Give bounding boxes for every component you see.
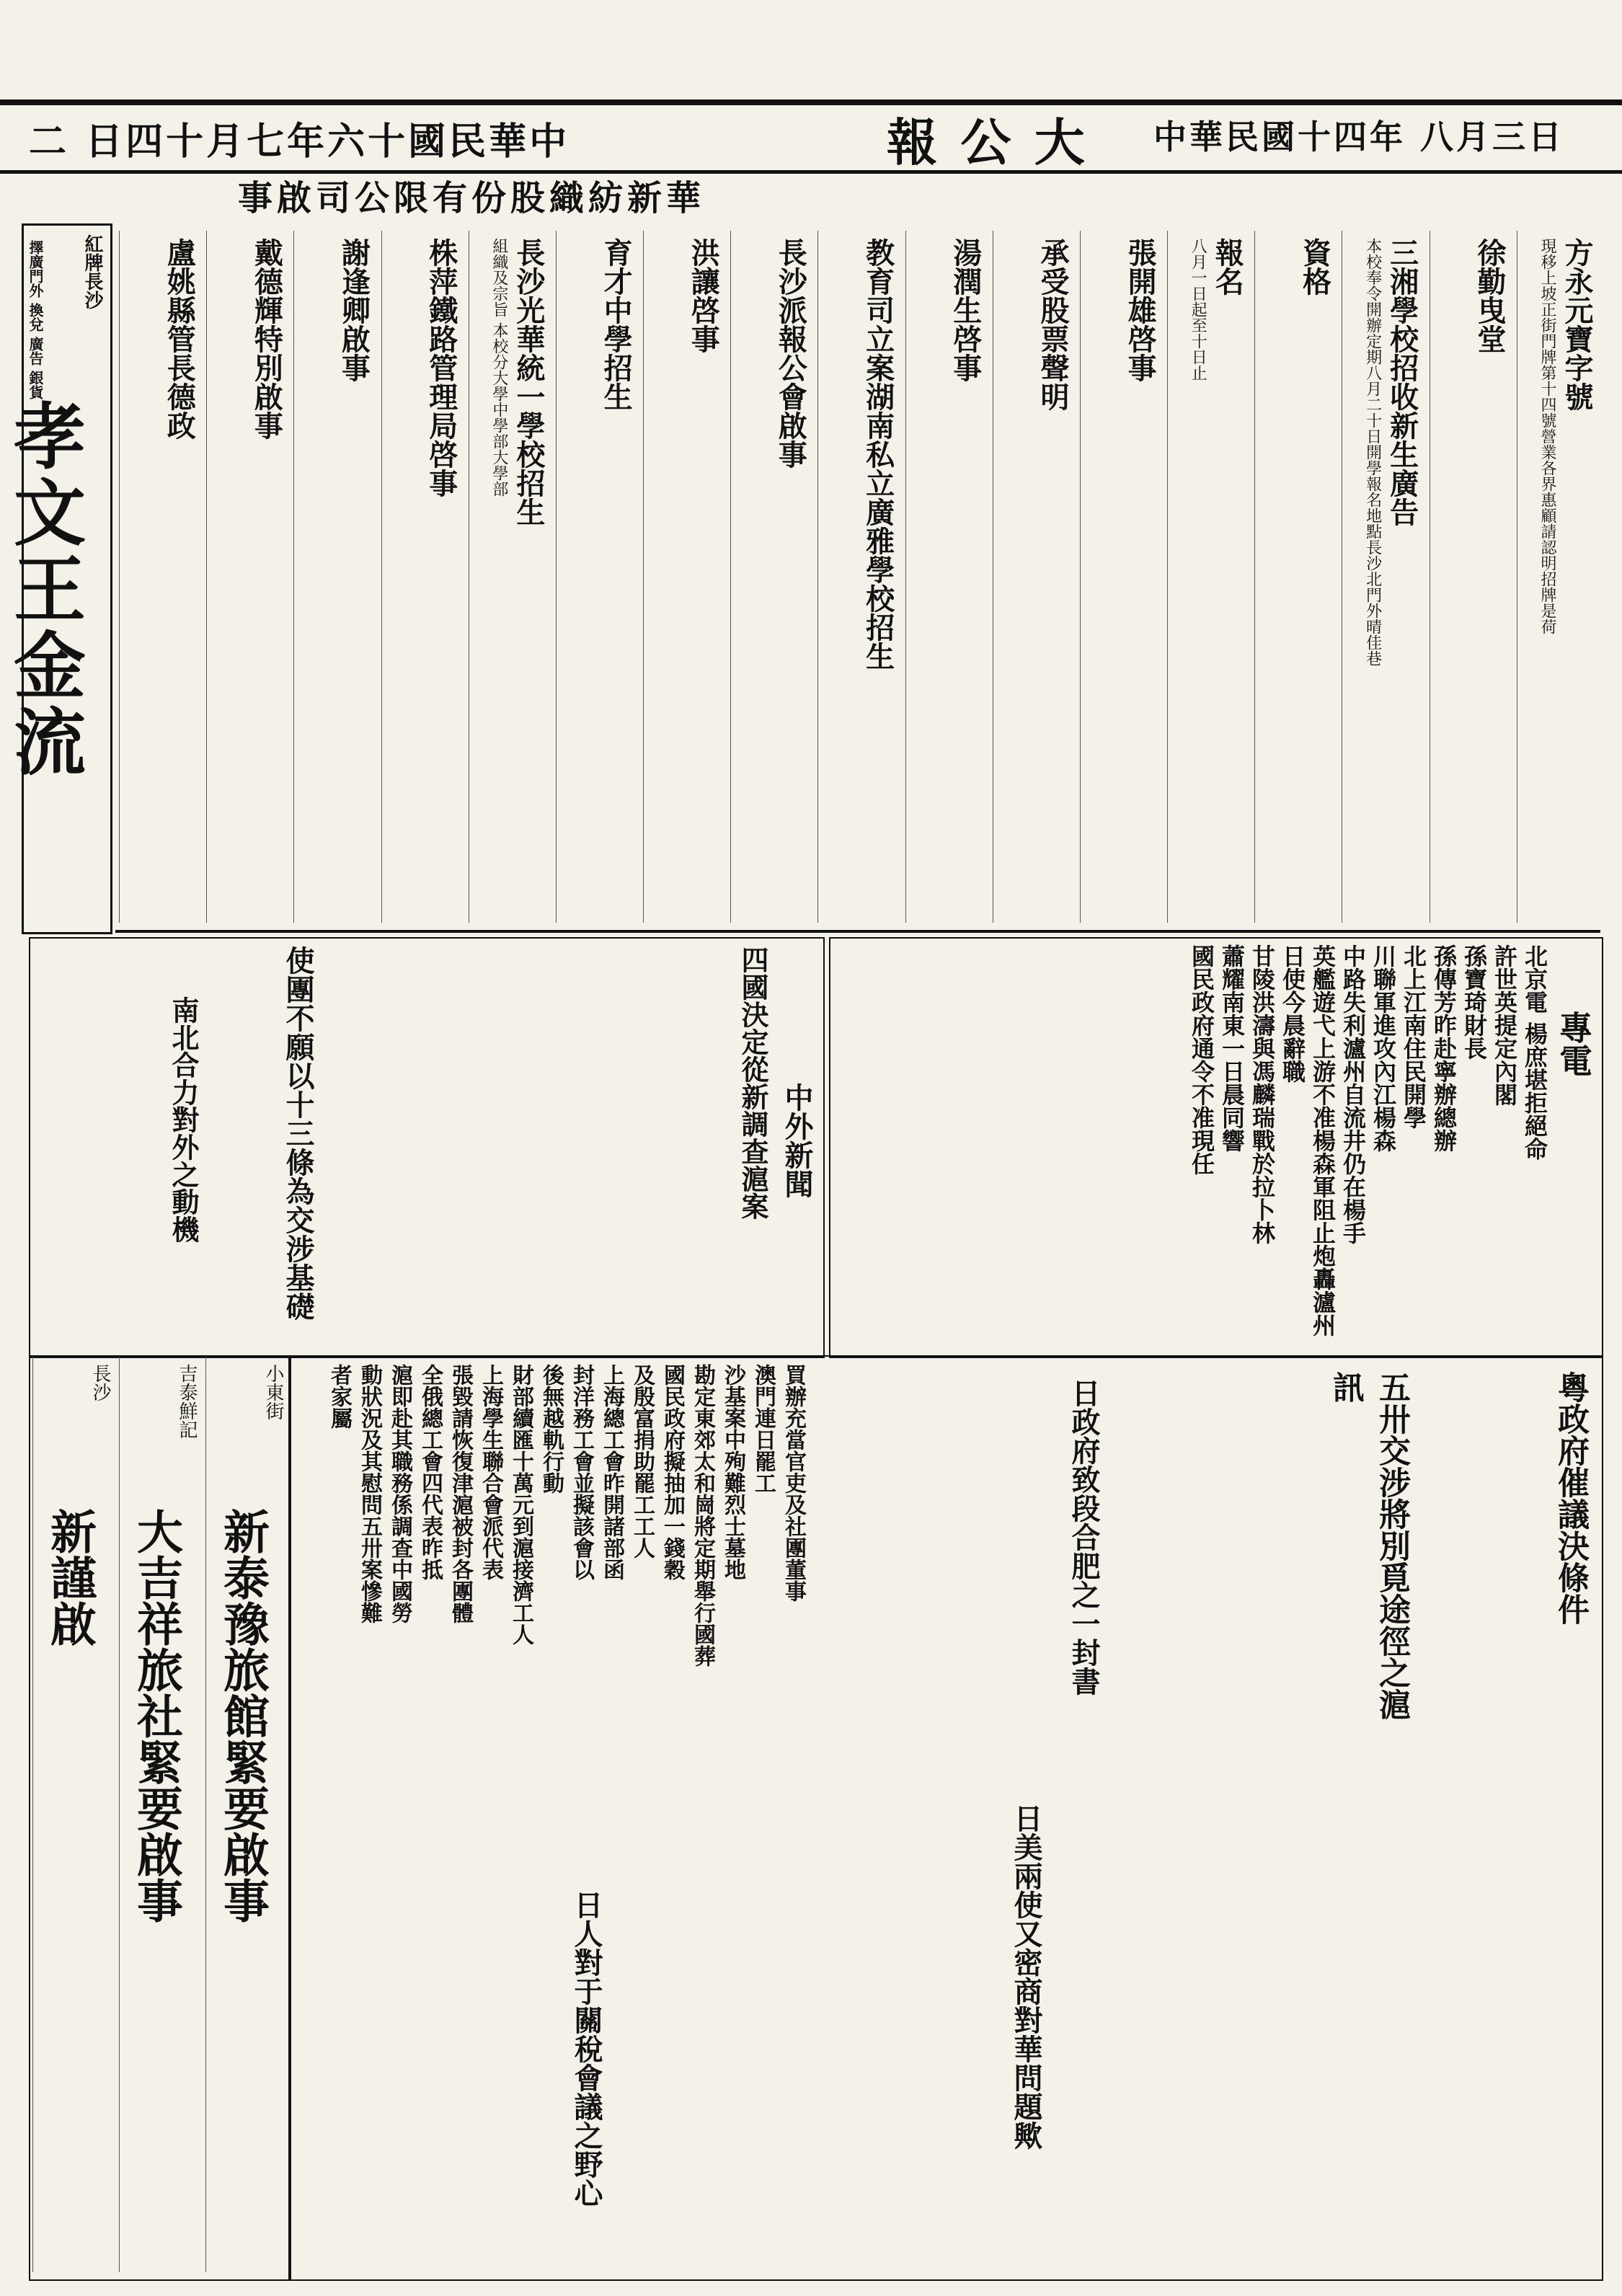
classified-headline: 株萍鐵路管理局啓事 <box>424 238 458 497</box>
telegram-box <box>829 937 1603 1358</box>
news-section-label: 中外新聞 <box>780 1083 814 1198</box>
classified-headline: 戴德輝特別啟事 <box>249 238 284 440</box>
telegram-right-item: 滬即赴其職務係調查中國勞 <box>387 1364 412 1623</box>
classified-column <box>119 231 203 923</box>
telegram-item: 甘陵洪濤與馮麟瑞戰於拉卜林 <box>1249 944 1276 1244</box>
masthead <box>0 99 1622 174</box>
telegram-right-item: 買辦充當官吏及社團董事 <box>781 1364 806 1602</box>
telegram-right-item: 澳門連日罷工 <box>750 1364 776 1494</box>
classified-column <box>1080 231 1164 923</box>
classified-headline: 長沙派報公會啟事 <box>774 238 808 469</box>
classified-headline: 教育司立案湖南私立廣雅學校招生 <box>861 238 895 670</box>
news-headline-7: 日美兩使又密商對華問題歟 <box>1009 1804 1043 2150</box>
classified-headline: 洪讓啓事 <box>686 238 721 353</box>
telegram-right-item: 後無越軌行動 <box>539 1364 564 1494</box>
telegram-item: 北上江南住民開學 <box>1400 944 1427 1129</box>
classified-headline: 育才中學招生 <box>599 238 634 411</box>
telegram-right-item: 財部續匯十萬元到滬接濟工人 <box>508 1364 533 1645</box>
telegram-item: 日使今晨辭職 <box>1279 944 1306 1083</box>
telegram-item: 蕭耀南東一日晨同響 <box>1218 944 1246 1152</box>
classified-headline: 徐勤曳堂 <box>1472 238 1507 353</box>
classified-headline: 資格 <box>1298 238 1332 296</box>
company-banner: 事啟司公限有份股織紡新華 <box>238 178 706 218</box>
telegram-right-item: 及殷富捐助罷工工人 <box>629 1364 655 1559</box>
telegram-item: 國民政府通令不准現任 <box>1188 944 1215 1175</box>
telegram-right-item: 封洋務工會並擬該會以 <box>569 1364 594 1580</box>
classified-column <box>381 231 465 923</box>
news-headline-2: 使團不願以十三條為交涉基礎 <box>281 946 315 1321</box>
classified-column <box>730 231 814 923</box>
news-headline-4: 五卅交涉將別覓途徑之滬訊 <box>1327 1371 1410 1720</box>
telegram-item: 中路失利瀘州自流井仍在楊手 <box>1339 944 1367 1244</box>
classified-column <box>993 231 1076 923</box>
classified-body: 組織及宗旨 本校分大學中學部大學部 <box>489 238 508 497</box>
masthead-date-left: 二 日四十月七年六十國民華中 <box>29 120 570 164</box>
bottom-ad-head: 吉泰鮮記 <box>176 1364 198 1439</box>
classified-body: 本校奉令開辦定期八月二十日開學報名地點長沙北門外晴佳巷 <box>1363 238 1382 666</box>
bottom-ad <box>32 1357 117 2272</box>
telegram-right-item: 國民政府擬抽加一錢穀 <box>660 1364 685 1580</box>
bottom-ad-head: 小東街 <box>262 1364 284 1420</box>
telegram-right-item: 勘定東郊太和崗將定期舉行國葬 <box>690 1364 715 1667</box>
bottom-ads <box>29 1355 291 2281</box>
classified-column <box>1342 231 1425 923</box>
left-top-ad-big: 孝文王金流 <box>1 399 87 781</box>
bottom-ad-head: 長沙 <box>89 1364 111 1401</box>
telegram-item: 北京電 楊庶堪拒絕命 <box>1521 944 1548 1161</box>
classified-column <box>469 231 552 923</box>
classified-column <box>1254 231 1338 923</box>
news-headline-3: 南北合力對外之動機 <box>167 996 200 1243</box>
bottom-ad-big: 大吉祥旅社緊要啟事 <box>129 1508 183 1923</box>
telegram-right-item: 張毀請恢復津滬被封各團體 <box>448 1364 473 1623</box>
classified-column <box>1517 231 1600 923</box>
telegram-items <box>838 944 1551 1348</box>
left-top-ad <box>1 223 112 934</box>
news-headline-6: 日政府致段合肥之一封書 <box>1067 1378 1101 1696</box>
telegram-right-item: 全俄總工會四代表昨抵 <box>417 1364 443 1580</box>
bottom-ad-big: 新泰豫旅館緊要啟事 <box>216 1508 270 1923</box>
lower-news-box <box>288 1355 1603 2281</box>
telegram-section-label: 專電 <box>1554 1011 1593 1077</box>
classified-headline: 湯潤生啓事 <box>948 238 983 382</box>
telegram-right-item: 上海總工會昨開諸部函 <box>599 1364 624 1580</box>
news-headline-8: 日人對于關稅會議之野心 <box>570 1890 603 2207</box>
classified-column <box>206 231 290 923</box>
telegram-item: 孫寶琦財長 <box>1461 944 1488 1060</box>
classified-column <box>1167 231 1251 923</box>
bottom-ad <box>119 1357 203 2272</box>
telegram-right-item: 者家屬 <box>327 1364 352 1429</box>
news-headline-1: 四國決定從新調查滬案 <box>737 946 769 1220</box>
telegram-right-item: 上海學生聯合會派代表 <box>478 1364 503 1580</box>
classified-headline: 報名 <box>1210 238 1245 296</box>
telegram-right-item: 沙基案中殉難烈士墓地 <box>720 1364 745 1580</box>
classified-column <box>905 231 989 923</box>
classified-column <box>643 231 727 923</box>
masthead-paper-name: 報 公 大 <box>887 112 1088 172</box>
news-headline-5: 粵政府催議決條件 <box>1552 1371 1589 1625</box>
left-top-ad-side: 擇廣門外 換兌 廣告 銀貨 <box>27 240 44 399</box>
telegram-right-item: 動狀況及其慰問五卅案慘難 <box>357 1364 382 1623</box>
classified-headline: 長沙光華統一學校招生 <box>511 238 546 526</box>
bottom-ad-big: 新謹啟 <box>43 1508 97 1646</box>
left-top-ad-head: 紅牌長沙 <box>81 234 103 309</box>
telegram-right-area <box>304 1364 809 1796</box>
classified-headline: 承受股票聲明 <box>1035 238 1070 411</box>
top-classifieds <box>115 231 1600 933</box>
classified-headline: 方永元寶字號 <box>1560 238 1594 411</box>
masthead-date-right: 中華民國十四年 八月三日 <box>1153 118 1564 156</box>
telegram-item: 英艦遊弋上游不准楊森軍阻止炮轟瀘州 <box>1309 944 1337 1337</box>
classified-headline: 盧姚縣管長德政 <box>162 238 197 440</box>
telegram-item: 川聯軍進攻內江楊森 <box>1370 944 1397 1152</box>
classified-headline: 謝逢卿啟事 <box>337 238 371 382</box>
classified-column <box>1430 231 1513 923</box>
telegram-item: 孫傳芳昨赴寧辦總辦 <box>1430 944 1458 1152</box>
classified-body: 現移上坡正街門牌第十四號營業各界惠顧請認明招牌是荷 <box>1538 238 1556 634</box>
telegram-item: 許世英提定內閣 <box>1491 944 1518 1106</box>
classified-headline: 張開雄啓事 <box>1123 238 1158 382</box>
classified-headline: 三湘學校招收新生廣告 <box>1385 238 1419 526</box>
classified-column <box>293 231 377 923</box>
classified-column <box>556 231 639 923</box>
news-box <box>29 937 825 1358</box>
classified-column <box>817 231 901 923</box>
bottom-ad <box>205 1357 290 2272</box>
classified-body: 八月一日起至十日止 <box>1189 238 1207 381</box>
